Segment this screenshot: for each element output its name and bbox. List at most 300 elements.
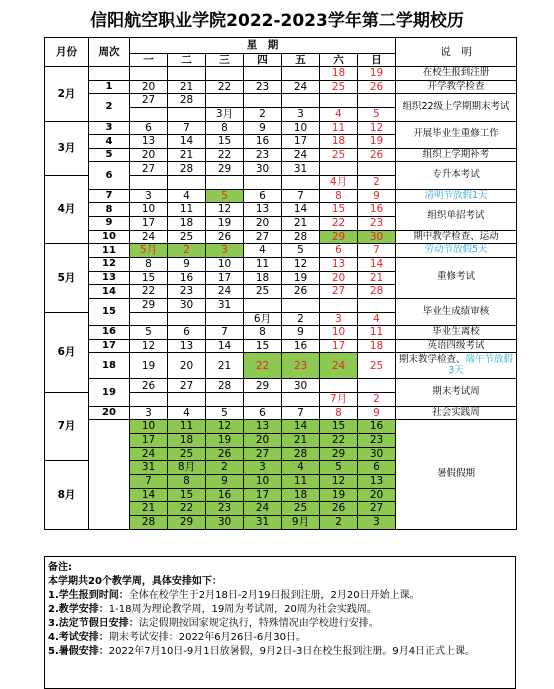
remark-text: 组织单招考试 (427, 210, 485, 222)
day-cell: 9 (358, 189, 396, 203)
table-row (45, 121, 517, 135)
header-day-sun: 日 (358, 54, 396, 67)
day-cell: 15 (168, 488, 206, 502)
table-row (45, 203, 517, 217)
table-row (45, 94, 517, 108)
day-cell: 7 (206, 326, 244, 340)
remark-cell (396, 67, 517, 81)
month-label: 7月 (45, 393, 89, 461)
day-cell: 11 (168, 203, 206, 217)
day-cell: 2 (206, 461, 244, 475)
day-cell (206, 312, 244, 326)
day-cell: 30 (206, 515, 244, 529)
day-cell: 6 (244, 406, 282, 420)
day-cell: 22 (168, 502, 206, 516)
day-cell: 29 (130, 298, 168, 312)
day-cell: 17 (130, 434, 168, 448)
week-number (89, 420, 130, 529)
remark-cell (396, 406, 517, 420)
day-cell: 25 (320, 148, 358, 162)
day-cell: 19 (358, 135, 396, 149)
week-number: 5 (89, 148, 130, 162)
day-cell (358, 379, 396, 393)
day-cell: 14 (282, 203, 320, 217)
day-cell: 26 (358, 80, 396, 94)
remark-text: 在校生报到注册 (422, 66, 490, 78)
remark-cell (396, 420, 517, 529)
notes-summary: 本学期共20个教学周，具体安排如下： (48, 576, 222, 587)
day-cell: 11 (282, 474, 320, 488)
day-cell: 20 (244, 217, 282, 231)
day-cell (130, 67, 168, 81)
day-cell (320, 162, 358, 176)
notes-item: 2.教学安排：1-18周为理论教学周，19周为考试周，20周为社会实践周。 (48, 604, 377, 615)
day-cell: 4 (282, 461, 320, 475)
header-weekday-group: 星 期 (130, 38, 396, 54)
day-cell (358, 298, 396, 312)
day-cell: 24 (244, 502, 282, 516)
day-cell: 13 (130, 135, 168, 149)
table-row (45, 148, 517, 162)
day-cell: 25 (358, 353, 396, 379)
day-cell (282, 393, 320, 407)
day-cell: 30 (358, 230, 396, 244)
notes-heading: 备注: (48, 562, 72, 573)
day-cell: 19 (130, 353, 168, 379)
day-cell: 24 (130, 230, 168, 244)
remark-cell (396, 353, 517, 379)
day-cell: 8月 (168, 461, 206, 475)
day-cell: 15 (206, 135, 244, 149)
day-cell (206, 67, 244, 81)
week-number: 14 (89, 285, 130, 299)
day-cell: 31 (206, 298, 244, 312)
page-title: 信阳航空职业学院2022-2023学年第二学期校历 (90, 11, 464, 31)
remark-text: 社会实践周 (432, 406, 480, 418)
day-cell: 13 (358, 474, 396, 488)
day-cell: 20 (130, 80, 168, 94)
day-cell: 21 (282, 434, 320, 448)
day-cell: 28 (130, 515, 168, 529)
day-cell: 4 (358, 312, 396, 326)
day-cell: 24 (320, 353, 358, 379)
day-cell: 4月 (320, 176, 358, 190)
remark-text: 期末考试周 (432, 386, 480, 398)
remark-cell (396, 121, 517, 148)
header-day-wed: 三 (206, 54, 244, 67)
day-cell: 20 (130, 148, 168, 162)
day-cell: 19 (206, 434, 244, 448)
day-cell: 27 (244, 447, 282, 461)
day-cell: 16 (358, 420, 396, 434)
day-cell: 25 (168, 230, 206, 244)
day-cell: 28 (282, 447, 320, 461)
day-cell: 8 (130, 257, 168, 271)
day-cell (320, 379, 358, 393)
day-cell: 26 (206, 230, 244, 244)
day-cell: 3 (282, 107, 320, 121)
day-cell: 9 (168, 257, 206, 271)
day-cell: 21 (168, 80, 206, 94)
notes-item: 4.考试安排：期末考试安排：2022年6月26日-6月30日。 (48, 632, 306, 643)
day-cell: 2 (320, 515, 358, 529)
day-cell: 2 (168, 244, 206, 258)
remark-cell (396, 379, 517, 406)
day-cell: 15 (320, 203, 358, 217)
day-cell: 20 (320, 271, 358, 285)
day-cell: 29 (320, 230, 358, 244)
day-cell: 27 (358, 502, 396, 516)
day-cell: 14 (358, 257, 396, 271)
day-cell: 6 (168, 326, 206, 340)
day-cell (282, 94, 320, 108)
day-cell: 23 (282, 353, 320, 379)
table-row (45, 257, 517, 271)
day-cell: 2 (358, 393, 396, 407)
notes-panel (44, 556, 516, 689)
remark-cell (396, 257, 517, 298)
day-cell: 18 (358, 339, 396, 353)
day-cell: 8 (168, 474, 206, 488)
day-cell (168, 393, 206, 407)
week-number: 17 (89, 339, 130, 353)
day-cell: 6月 (244, 312, 282, 326)
header-day-fri: 五 (282, 54, 320, 67)
remark-text: 组织22级上学期期末考试 (402, 100, 510, 112)
day-cell: 29 (320, 447, 358, 461)
week-number: 1 (89, 80, 130, 94)
day-cell: 28 (282, 230, 320, 244)
day-cell: 30 (358, 447, 396, 461)
day-cell (282, 67, 320, 81)
month-label: 3月 (45, 121, 89, 176)
day-cell: 24 (130, 447, 168, 461)
week-number: 12 (89, 257, 130, 271)
remark-text: 重修考试 (436, 271, 475, 283)
header-day-tue: 二 (168, 54, 206, 67)
day-cell: 22 (130, 285, 168, 299)
day-cell: 17 (130, 217, 168, 231)
day-cell: 20 (168, 353, 206, 379)
day-cell: 29 (206, 162, 244, 176)
day-cell: 23 (168, 285, 206, 299)
day-cell (168, 312, 206, 326)
day-cell: 14 (168, 135, 206, 149)
remark-cell (396, 189, 517, 203)
remark-cell (396, 148, 517, 162)
week-number: 6 (89, 162, 130, 189)
day-cell: 11 (168, 420, 206, 434)
remark-text: 期中教学检查、运动 (413, 230, 499, 242)
week-number: 3 (89, 121, 130, 135)
day-cell: 16 (168, 271, 206, 285)
day-cell: 23 (206, 502, 244, 516)
table-row (45, 420, 517, 434)
day-cell: 8 (206, 121, 244, 135)
day-cell: 9 (282, 326, 320, 340)
day-cell: 12 (320, 474, 358, 488)
day-cell: 19 (320, 488, 358, 502)
day-cell: 11 (244, 257, 282, 271)
day-cell: 30 (244, 162, 282, 176)
remark-cell (396, 244, 517, 258)
day-cell: 6 (320, 244, 358, 258)
day-cell: 19 (206, 217, 244, 231)
day-cell: 12 (282, 257, 320, 271)
day-cell: 19 (282, 271, 320, 285)
week-number: 13 (89, 271, 130, 285)
day-cell: 10 (130, 203, 168, 217)
day-cell: 22 (320, 434, 358, 448)
table-row (45, 67, 517, 81)
week-number: 7 (89, 189, 130, 203)
day-cell (206, 94, 244, 108)
day-cell: 30 (168, 298, 206, 312)
day-cell: 28 (206, 379, 244, 393)
day-cell: 10 (244, 474, 282, 488)
day-cell: 6 (244, 189, 282, 203)
day-cell: 23 (358, 217, 396, 231)
day-cell: 17 (206, 271, 244, 285)
day-cell: 26 (130, 379, 168, 393)
remark-text: 英语四级考试 (427, 339, 485, 351)
day-cell (206, 393, 244, 407)
day-cell: 7 (130, 474, 168, 488)
month-label: 6月 (45, 312, 89, 393)
day-cell: 13 (168, 339, 206, 353)
day-cell (358, 162, 396, 176)
day-cell: 30 (282, 379, 320, 393)
day-cell: 5 (358, 107, 396, 121)
week-number: 20 (89, 406, 130, 420)
day-cell (130, 393, 168, 407)
day-cell: 9月 (282, 515, 320, 529)
day-cell: 26 (206, 447, 244, 461)
day-cell: 12 (206, 203, 244, 217)
day-cell: 11 (320, 121, 358, 135)
day-cell: 29 (168, 515, 206, 529)
day-cell: 22 (206, 148, 244, 162)
day-cell: 4 (168, 189, 206, 203)
remark-text: 毕业生成绩审核 (422, 305, 490, 317)
remark-text: 开展毕业生重修工作 (413, 128, 499, 140)
day-cell: 4 (320, 107, 358, 121)
day-cell: 9 (206, 474, 244, 488)
day-cell: 7 (282, 406, 320, 420)
day-cell: 5 (130, 326, 168, 340)
day-cell: 17 (320, 339, 358, 353)
day-cell: 10 (206, 257, 244, 271)
week-number: 2 (89, 94, 130, 121)
table-row (45, 353, 517, 379)
day-cell: 15 (130, 271, 168, 285)
remark-cell (396, 230, 517, 244)
month-label: 5月 (45, 244, 89, 312)
remark-text: 暑假假期 (436, 467, 475, 479)
day-cell: 27 (244, 230, 282, 244)
remark-cell (396, 339, 517, 353)
day-cell: 25 (320, 80, 358, 94)
day-cell: 12 (358, 121, 396, 135)
day-cell: 5 (206, 406, 244, 420)
day-cell: 3 (206, 244, 244, 258)
header-day-mon: 一 (130, 54, 168, 67)
week-number: 10 (89, 230, 130, 244)
day-cell (320, 94, 358, 108)
day-cell: 13 (320, 257, 358, 271)
day-cell (244, 94, 282, 108)
day-cell: 6 (358, 461, 396, 475)
day-cell: 28 (358, 285, 396, 299)
day-cell (206, 176, 244, 190)
table-row (45, 326, 517, 340)
day-cell (320, 298, 358, 312)
day-cell: 28 (168, 162, 206, 176)
day-cell: 21 (168, 148, 206, 162)
day-cell: 18 (282, 488, 320, 502)
day-cell: 12 (206, 420, 244, 434)
table-row (45, 162, 517, 176)
notes-item: 5.暑假安排：2022年7月10日-9月1日放暑假，9月2日-3日在校生报到注册。9月4日正式上课。 (48, 646, 476, 657)
day-cell: 25 (244, 285, 282, 299)
remark-cell (396, 94, 517, 121)
day-cell: 24 (282, 80, 320, 94)
day-cell: 31 (244, 515, 282, 529)
day-cell: 26 (358, 148, 396, 162)
day-cell: 2 (358, 176, 396, 190)
day-cell: 24 (206, 285, 244, 299)
header-month: 月份 (45, 38, 89, 67)
day-cell: 31 (282, 162, 320, 176)
calendar-table (44, 37, 517, 530)
remark-text: 期末教学检查、 (398, 354, 466, 366)
day-cell: 10 (320, 326, 358, 340)
day-cell: 26 (282, 285, 320, 299)
day-cell (282, 298, 320, 312)
day-cell: 5 (320, 461, 358, 475)
day-cell (130, 312, 168, 326)
day-cell: 25 (282, 502, 320, 516)
day-cell: 16 (358, 203, 396, 217)
week-number: 15 (89, 298, 130, 325)
header-remarks: 说 明 (396, 38, 517, 67)
header-day-sat: 六 (320, 54, 358, 67)
table-row (45, 406, 517, 420)
day-cell: 24 (282, 148, 320, 162)
day-cell: 20 (244, 434, 282, 448)
day-cell: 20 (358, 488, 396, 502)
day-cell: 5 (282, 244, 320, 258)
day-cell: 15 (320, 420, 358, 434)
day-cell: 5 (206, 189, 244, 203)
day-cell: 14 (282, 420, 320, 434)
remark-text: 组织上学期补考 (422, 148, 490, 160)
table-row (45, 230, 517, 244)
remark-text: 专升本考试 (432, 169, 480, 181)
day-cell (244, 67, 282, 81)
remark-cell (396, 298, 517, 325)
day-cell: 23 (244, 80, 282, 94)
day-cell: 21 (130, 502, 168, 516)
week-number: 19 (89, 379, 130, 406)
day-cell: 3 (130, 406, 168, 420)
day-cell: 7 (168, 121, 206, 135)
remark-text: 端午节放假3天 (448, 354, 514, 376)
notes-item: 1.学生报到时间：全体在校学生于2月18日-2月19日报到注册，2月20日开始上课。 (48, 590, 420, 601)
remark-cell (396, 203, 517, 230)
day-cell: 8 (320, 189, 358, 203)
day-cell: 2 (244, 107, 282, 121)
remark-text: 开学教学检查 (427, 80, 485, 92)
day-cell: 23 (244, 148, 282, 162)
header-week: 周次 (89, 38, 130, 67)
day-cell: 19 (358, 67, 396, 81)
week-number: 9 (89, 217, 130, 231)
day-cell: 9 (244, 121, 282, 135)
day-cell (130, 176, 168, 190)
day-cell: 17 (282, 135, 320, 149)
day-cell: 4 (244, 244, 282, 258)
day-cell: 18 (320, 135, 358, 149)
table-row (45, 298, 517, 312)
day-cell: 22 (206, 80, 244, 94)
day-cell: 23 (358, 434, 396, 448)
day-cell: 3月 (206, 107, 244, 121)
day-cell: 3 (320, 312, 358, 326)
day-cell: 2 (282, 312, 320, 326)
day-cell: 18 (168, 217, 206, 231)
day-cell (244, 176, 282, 190)
day-cell (244, 393, 282, 407)
day-cell: 27 (130, 162, 168, 176)
remark-cell (396, 80, 517, 94)
day-cell: 21 (206, 353, 244, 379)
table-row (45, 244, 517, 258)
remark-text: 清明节放假1天 (424, 189, 488, 201)
day-cell: 7 (358, 244, 396, 258)
day-cell: 16 (206, 488, 244, 502)
day-cell: 18 (244, 271, 282, 285)
week-number (89, 67, 130, 81)
remark-text: 劳动节放假5天 (424, 244, 488, 256)
day-cell: 21 (358, 271, 396, 285)
day-cell: 14 (206, 339, 244, 353)
day-cell: 14 (130, 488, 168, 502)
month-label: 8月 (45, 461, 89, 529)
day-cell: 18 (168, 434, 206, 448)
day-cell: 3 (358, 515, 396, 529)
day-cell: 29 (244, 379, 282, 393)
day-cell: 7月 (320, 393, 358, 407)
notes-item: 3.法定节假日安排：法定假期按国家规定执行，特殊情况由学校进行安排。 (48, 618, 379, 629)
day-cell: 3 (244, 461, 282, 475)
day-cell: 9 (358, 406, 396, 420)
day-cell: 10 (130, 420, 168, 434)
calendar-body (45, 67, 517, 530)
day-cell: 21 (282, 217, 320, 231)
day-cell (282, 176, 320, 190)
day-cell: 26 (320, 502, 358, 516)
day-cell: 28 (168, 94, 206, 108)
table-row (45, 339, 517, 353)
header-day-thu: 四 (244, 54, 282, 67)
day-cell: 13 (244, 420, 282, 434)
day-cell: 15 (244, 339, 282, 353)
month-label: 4月 (45, 176, 89, 244)
day-cell: 17 (244, 488, 282, 502)
week-number: 8 (89, 203, 130, 217)
table-row (45, 80, 517, 94)
